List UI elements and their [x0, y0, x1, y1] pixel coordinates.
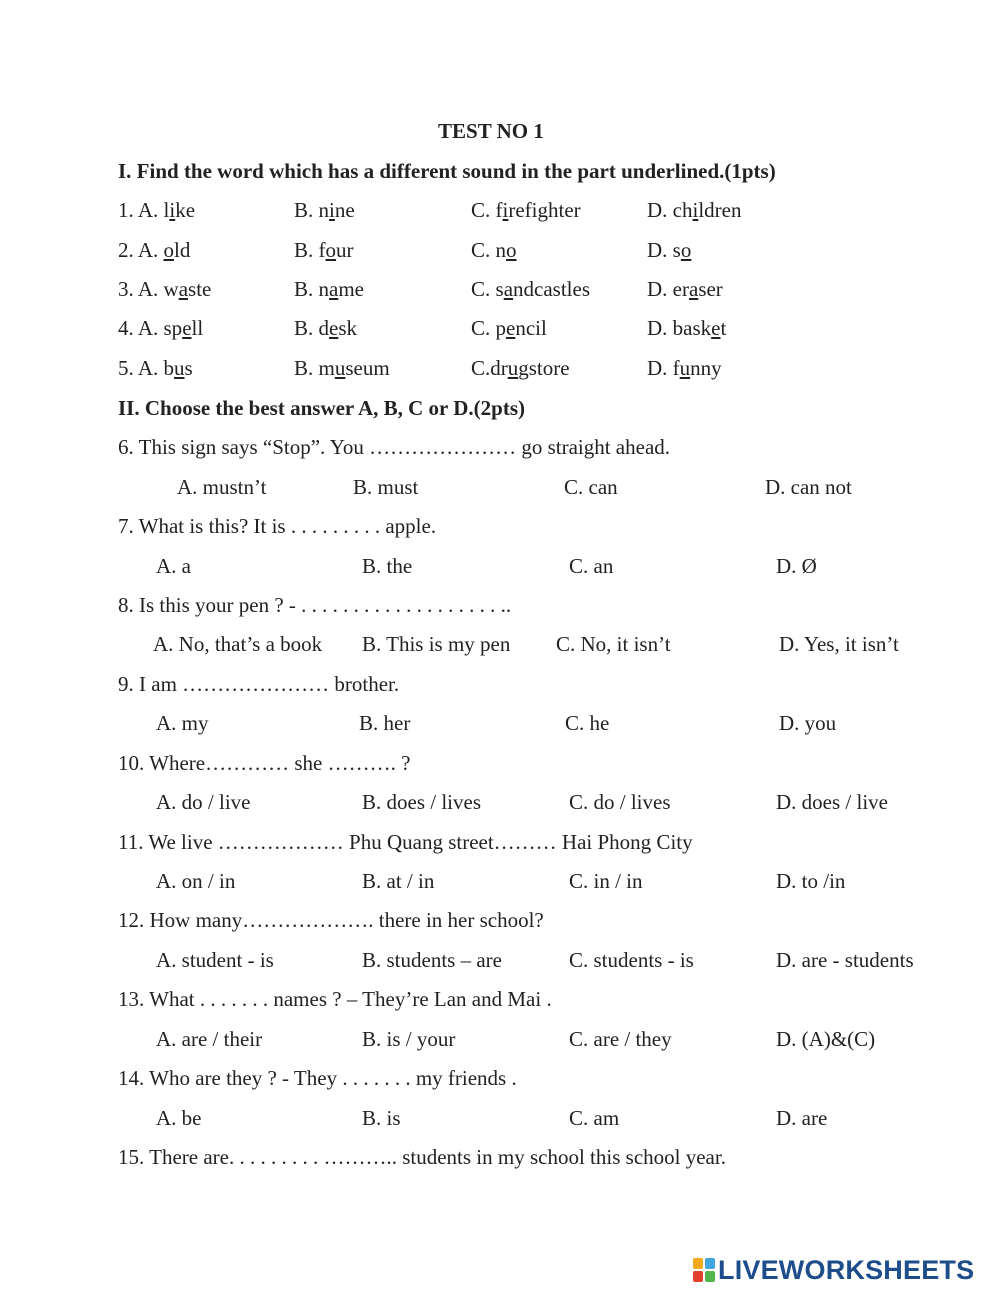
q7-option-c: C. an — [569, 554, 614, 578]
q3-option-b: B. name — [294, 277, 364, 301]
q5-option-c: C.drugstore — [471, 356, 570, 380]
question-7: 7. What is this? It is . . . . . . . . . apple. — [118, 514, 437, 538]
q5-option-a: 5. A. bus — [118, 356, 193, 380]
question-12: 12. How many………………. there in her school? — [118, 908, 544, 932]
q1-option-c: C. firefighter — [471, 198, 581, 222]
q9-option-a: A. my — [156, 711, 209, 735]
q9-option-b: B. her — [359, 711, 411, 735]
q14-option-d: D. are — [776, 1106, 828, 1130]
q3-option-c: C. sandcastles — [471, 277, 590, 301]
q7-option-b: B. the — [362, 554, 413, 578]
question-9: 9. I am ………………… brother. — [118, 672, 400, 696]
q4-option-c: C. pencil — [471, 316, 547, 340]
q14-option-b: B. is — [362, 1106, 401, 1130]
q13-option-c: C. are / they — [569, 1027, 672, 1051]
q14-option-c: C. am — [569, 1106, 620, 1130]
q7-option-a: A. a — [156, 554, 191, 578]
question-15: 15. There are. . . . . . . . . ……….. students in my school this school year. — [118, 1145, 726, 1169]
q2-option-b: B. four — [294, 238, 354, 262]
q13-option-d: D. (A)&(C) — [776, 1027, 876, 1051]
q12-option-a: A. student - is — [156, 948, 274, 972]
section-1-heading: I. Find the word which has a different sound in the part underlined.(1pts) — [118, 159, 776, 183]
q8-option-d: D. Yes, it isn’t — [779, 632, 899, 656]
q11-option-c: C. in / in — [569, 869, 643, 893]
q6-option-d: D. can not — [765, 475, 852, 499]
q13-option-a: A. are / their — [156, 1027, 263, 1051]
liveworksheets-wordmark: LIVEWORKSHEETS — [718, 1254, 975, 1285]
liveworksheets-badge-icon — [693, 1258, 715, 1282]
q1-option-b: B. nine — [294, 198, 355, 222]
q1-option-a: 1. A. like — [118, 198, 196, 222]
section-2-heading: II. Choose the best answer A, B, C or D.(2pts) — [118, 396, 525, 420]
q3-option-d: D. eraser — [647, 277, 723, 301]
q12-option-c: C. students - is — [569, 948, 694, 972]
q5-option-b: B. museum — [294, 356, 390, 380]
q2-option-a: 2. A. old — [118, 238, 191, 262]
question-6: 6. This sign says “Stop”. You ………………… go straight ahead. — [118, 435, 671, 459]
q13-option-b: B. is / your — [362, 1027, 456, 1051]
q9-option-c: C. he — [565, 711, 610, 735]
question-13: 13. What . . . . . . . names ? – They’re Lan and Mai . — [118, 987, 552, 1011]
q4-option-b: B. desk — [294, 316, 358, 340]
q4-option-d: D. basket — [647, 316, 727, 340]
q10-option-b: B. does / lives — [362, 790, 481, 814]
liveworksheets-logo[interactable] — [693, 1256, 974, 1284]
q6-option-b: B. must — [353, 475, 419, 499]
q10-option-a: A. do / live — [156, 790, 251, 814]
q12-option-d: D. are - students — [776, 948, 914, 972]
question-10: 10. Where………… she ………. ? — [118, 751, 411, 775]
q8-option-b: B. This is my pen — [362, 632, 511, 656]
question-8: 8. Is this your pen ? - . . . . . . . . . . . . . . . . . . . .. — [118, 593, 512, 617]
q14-option-a: A. be — [156, 1106, 202, 1130]
q8-option-c: C. No, it isn’t — [556, 632, 671, 656]
q6-option-a: A. mustn’t — [177, 475, 267, 499]
q8-option-a: A. No, that’s a book — [153, 632, 323, 656]
question-14: 14. Who are they ? - They . . . . . . . my friends . — [118, 1066, 517, 1090]
q7-option-d: D. Ø — [776, 554, 817, 578]
q10-option-d: D. does / live — [776, 790, 888, 814]
question-11: 11. We live ……………… Phu Quang street……… Hai Phong City — [118, 830, 693, 854]
q5-option-d: D. funny — [647, 356, 722, 380]
q4-option-a: 4. A. spell — [118, 316, 204, 340]
q11-option-a: A. on / in — [156, 869, 236, 893]
q11-option-b: B. at / in — [362, 869, 435, 893]
q12-option-b: B. students – are — [362, 948, 502, 972]
q3-option-a: 3. A. waste — [118, 277, 212, 301]
q2-option-d: D. so — [647, 238, 692, 262]
q9-option-d: D. you — [779, 711, 837, 735]
page-title: TEST NO 1 — [438, 119, 544, 143]
q10-option-c: C. do / lives — [569, 790, 671, 814]
q6-option-c: C. can — [564, 475, 618, 499]
q1-option-d: D. children — [647, 198, 742, 222]
q11-option-d: D. to /in — [776, 869, 846, 893]
q2-option-c: C. no — [471, 238, 517, 262]
